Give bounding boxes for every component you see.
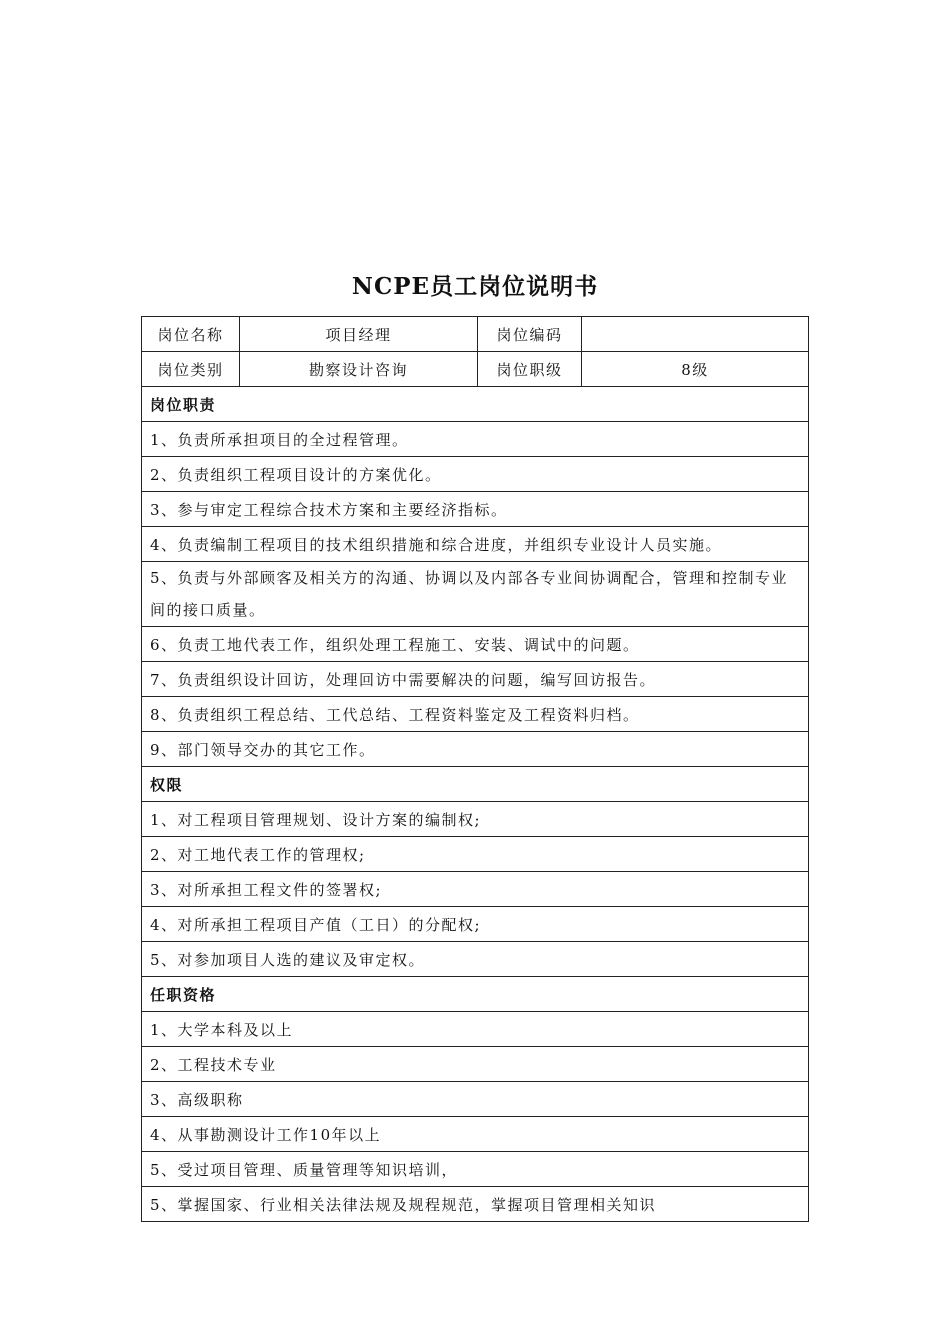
position-category-label: 岗位类别 [142,352,240,387]
responsibility-item: 2、负责组织工程项目设计的方案优化。 [142,457,809,492]
responsibility-item: 5、负责与外部顾客及相关方的沟通、协调以及内部各专业间协调配合，管理和控制专业间的接口质量。 [142,562,809,627]
authority-item: 2、对工地代表工作的管理权; [142,837,809,872]
position-code-value [582,317,809,352]
authority-item: 3、对所承担工程文件的签署权; [142,872,809,907]
responsibility-item: 4、负责编制工程项目的技术组织措施和综合进度，并组织专业设计人员实施。 [142,527,809,562]
qualification-item: 5、掌握国家、行业相关法律法规及规程规范，掌握项目管理相关知识 [142,1187,809,1222]
authority-item: 1、对工程项目管理规划、设计方案的编制权; [142,802,809,837]
responsibilities-heading: 岗位职责 [142,387,809,422]
position-code-label: 岗位编码 [478,317,582,352]
header-row-category [142,352,809,387]
responsibility-item: 6、负责工地代表工作，组织处理工程施工、安装、调试中的问题。 [142,627,809,662]
section-qualifications [142,977,809,1012]
job-description-table [141,316,809,1222]
qualification-item: 3、高级职称 [142,1082,809,1117]
responsibility-item: 7、负责组织设计回访，处理回访中需要解决的问题，编写回访报告。 [142,662,809,697]
header-row-position [142,317,809,352]
position-category-value: 勘察设计咨询 [240,352,478,387]
responsibility-item: 3、参与审定工程综合技术方案和主要经济指标。 [142,492,809,527]
qualification-item: 2、工程技术专业 [142,1047,809,1082]
authority-item: 4、对所承担工程项目产值（工日）的分配权; [142,907,809,942]
responsibility-item: 8、负责组织工程总结、工代总结、工程资料鉴定及工程资料归档。 [142,697,809,732]
qualification-item: 1、大学本科及以上 [142,1012,809,1047]
authority-heading: 权限 [142,767,809,802]
position-level-label: 岗位职级 [478,352,582,387]
document-title: NCPE员工岗位说明书 [351,273,599,300]
section-authority [142,767,809,802]
responsibility-item: 9、部门领导交办的其它工作。 [142,732,809,767]
qualification-item: 5、受过项目管理、质量管理等知识培训， [142,1152,809,1187]
position-level-value: 8级 [582,352,809,387]
qualification-item: 4、从事勘测设计工作10年以上 [142,1117,809,1152]
qualifications-heading: 任职资格 [142,977,809,1012]
position-name-value: 项目经理 [240,317,478,352]
position-name-label: 岗位名称 [142,317,240,352]
responsibility-item: 1、负责所承担项目的全过程管理。 [142,422,809,457]
section-responsibilities [142,387,809,422]
authority-item: 5、对参加项目人选的建议及审定权。 [142,942,809,977]
